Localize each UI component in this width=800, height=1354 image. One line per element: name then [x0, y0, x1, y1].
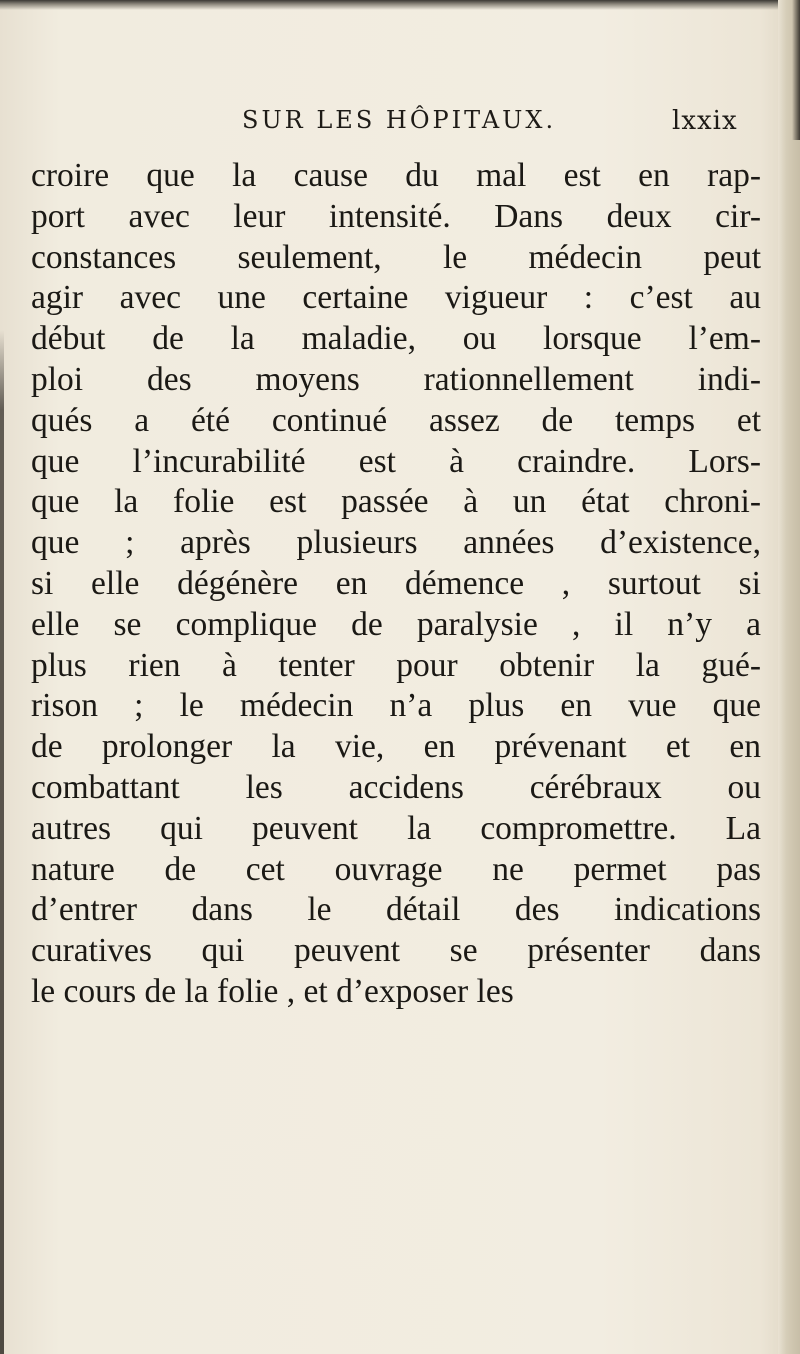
- text-line: port avec leur intensité. Dans deux cir-: [31, 197, 761, 235]
- text-line: qués a été continué assez de temps et: [31, 401, 761, 439]
- text-line: que ; après plusieurs années d’existence,: [31, 524, 761, 562]
- running-head: [0, 106, 800, 146]
- text-line: plus rien à tenter pour obtenir la gué-: [31, 646, 761, 684]
- text-line: début de la maladie, ou lorsque l’em-: [31, 320, 761, 358]
- text-line: elle se complique de paralysie , il n’y a: [31, 605, 761, 643]
- body-text: [31, 156, 761, 1013]
- text-line: rison ; le médecin n’a plus en vue que: [31, 687, 761, 725]
- text-line: de prolonger la vie, en prévenant et en: [31, 728, 761, 766]
- text-line: d’entrer dans le détail des indications: [31, 891, 761, 929]
- text-line: croire que la cause du mal est en rap-: [31, 157, 761, 194]
- text-line: si elle dégénère en démence , surtout si: [31, 564, 761, 602]
- page-left-edge: [0, 330, 4, 1354]
- running-head-title: SUR LES HÔPITAUX.: [242, 106, 557, 134]
- text-line: ploi des moyens rationnellement indi-: [31, 360, 761, 398]
- text-line: constances seulement, le médecin peut: [31, 238, 761, 276]
- text-line: que la folie est passée à un état chroni-: [31, 483, 761, 521]
- text-line: autres qui peuvent la compromettre. La: [31, 809, 761, 847]
- text-line: agir avec une certaine vigueur : c’est au: [31, 279, 761, 317]
- page-top-edge: [0, 0, 800, 10]
- text-line: le cours de la folie , et d’exposer les: [31, 972, 514, 1010]
- text-line: combattant les accidens cérébraux ou: [31, 768, 761, 806]
- text-line: que l’incurabilité est à craindre. Lors-: [31, 442, 761, 480]
- page-right-edge: [778, 0, 800, 1354]
- text-line: curatives qui peuvent se présenter dans: [31, 932, 761, 970]
- text-line: nature de cet ouvrage ne permet pas: [31, 850, 761, 888]
- page-number: lxxix: [672, 106, 738, 136]
